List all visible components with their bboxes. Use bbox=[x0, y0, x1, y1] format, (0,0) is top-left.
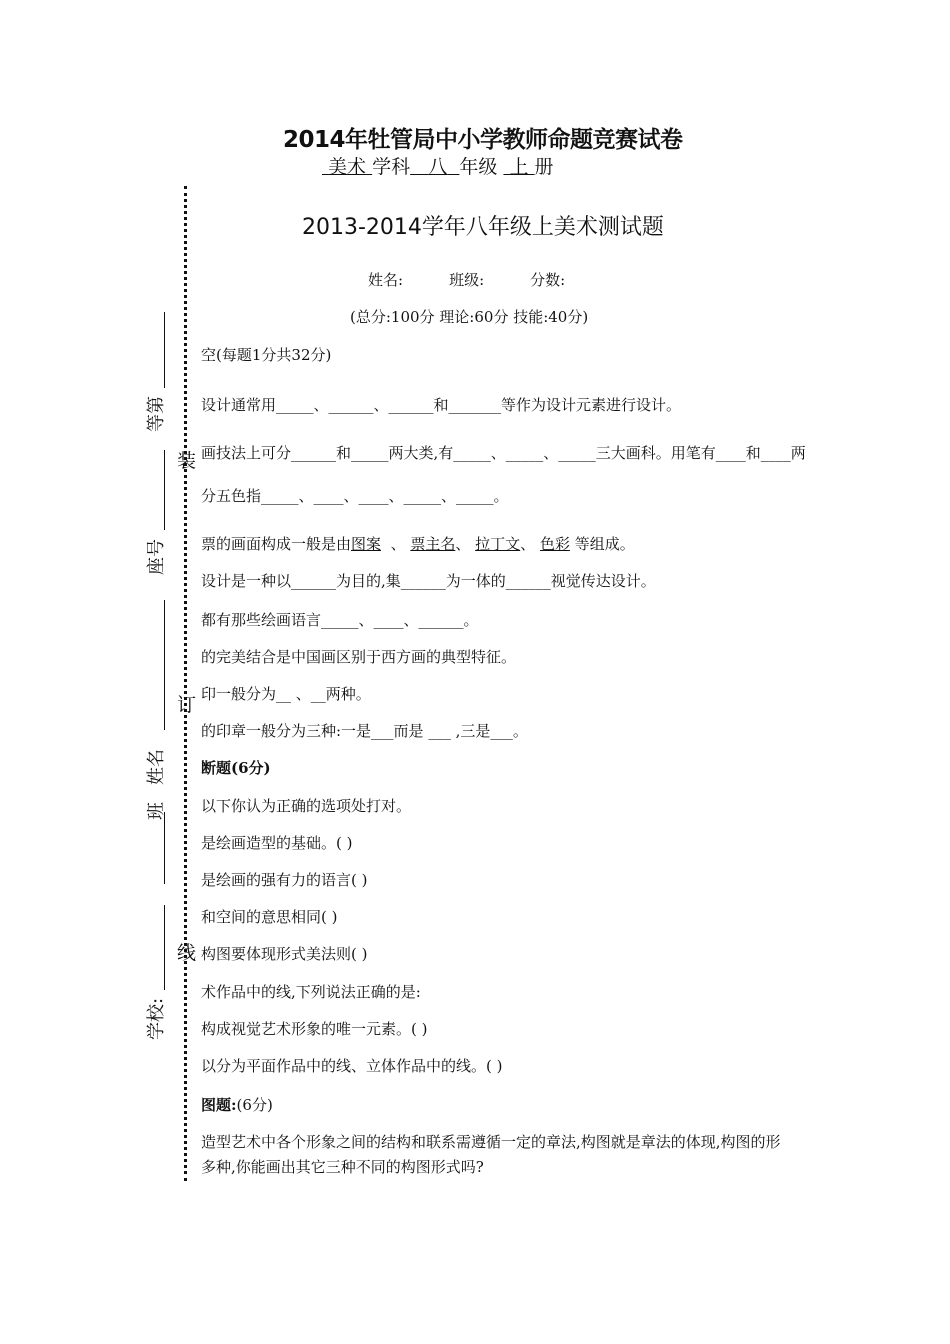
name-field-label: 姓名: bbox=[368, 271, 404, 289]
judgement-2: 是绘画的强有力的语言( ) bbox=[201, 871, 368, 889]
question-8: 印一般分为__ 、__两种。 bbox=[201, 685, 371, 703]
binding-dotted-line bbox=[184, 186, 187, 1181]
section-drawing-label: 图题: bbox=[201, 1096, 237, 1114]
name-underline bbox=[164, 600, 165, 730]
class-underline bbox=[164, 812, 165, 884]
section-drawing bbox=[201, 1094, 273, 1115]
question-9: 的印章一般分为三种:一是___而是 ___ ,三是___。 bbox=[201, 722, 528, 740]
grade-value: 八 bbox=[428, 156, 448, 178]
class-field-label: 班级: bbox=[449, 271, 485, 289]
question-4: 票的画面构成一般是由图案 、 票主名、 拉丁文、 色彩 等组成。 bbox=[201, 535, 635, 553]
judgement-3: 和空间的意思相同( ) bbox=[201, 908, 338, 926]
question-5: 设计是一种以______为目的,集______为一体的______视觉传达设计。 bbox=[201, 572, 656, 590]
exam-title: 2014年牡管局中小学教师命题竞赛试卷 bbox=[283, 127, 683, 153]
grade-suffix: 年级 bbox=[459, 156, 498, 178]
side-label-rank: 等第 bbox=[146, 396, 167, 432]
side-label-name: 姓名 bbox=[146, 749, 167, 785]
score-field-label: 分数: bbox=[530, 271, 566, 289]
volume-value: 上 bbox=[509, 156, 529, 178]
answer-latin: 拉丁文 bbox=[475, 535, 521, 553]
school-underline bbox=[164, 905, 165, 990]
drawing-prompt-2: 多种,你能画出其它三种不同的构图形式吗? bbox=[201, 1158, 484, 1176]
rank-underline bbox=[164, 312, 165, 388]
judgement-6: 构成视觉艺术形象的唯一元素。( ) bbox=[201, 1020, 428, 1038]
section-judgement: 断题(6分) bbox=[201, 759, 271, 777]
section-drawing-score: (6分) bbox=[236, 1096, 273, 1114]
judgement-1: 是绘画造型的基础。( ) bbox=[201, 834, 353, 852]
question-7: 的完美结合是中国画区别于西方画的典型特征。 bbox=[201, 648, 517, 666]
binding-char-zhuang: 装 bbox=[177, 450, 197, 472]
drawing-prompt-1: 造型艺术中各个形象之间的结构和联系需遵循一定的章法,构图就是章法的体现,构图的形 bbox=[201, 1133, 781, 1151]
question-1: 设计通常用_____、______、______和_______等作为设计元素进行设计。 bbox=[201, 396, 682, 414]
score-note: (总分:100分 理论:60分 技能:40分) bbox=[350, 308, 589, 326]
seat-underline bbox=[164, 450, 165, 530]
subject-suffix: 学科 bbox=[372, 156, 411, 178]
answer-color: 色彩 bbox=[539, 535, 570, 553]
test-title: 2013-2014学年八年级上美术测试题 bbox=[302, 215, 664, 240]
student-fields bbox=[368, 269, 611, 290]
judgement-7: 以分为平面作品中的线、立体作品中的线。( ) bbox=[201, 1057, 503, 1075]
question-6: 都有那些绘画语言_____、____、______。 bbox=[201, 611, 479, 629]
binding-char-xian: 线 bbox=[177, 942, 197, 964]
question-2: 画技法上可分______和_____两大类,有_____、_____、_____三大画科。用笔有____和____两 bbox=[201, 444, 806, 462]
side-label-class: 班 bbox=[146, 802, 167, 820]
question-3: 分五色指_____、____、____、_____、_____。 bbox=[201, 487, 509, 505]
judgement-4: 构图要体现形式美法则( ) bbox=[201, 945, 368, 963]
answer-pattern: 图案 bbox=[351, 535, 382, 553]
subject-line bbox=[322, 152, 554, 179]
side-label-school: 学校: bbox=[146, 997, 167, 1040]
answer-stamp-name: 票主名 bbox=[410, 535, 456, 553]
section-fill-blank: 空(每题1分共32分) bbox=[201, 346, 332, 364]
volume-suffix: 册 bbox=[534, 156, 554, 178]
binding-char-ding: 订 bbox=[177, 694, 197, 716]
side-label-seat: 座号 bbox=[146, 539, 167, 575]
subject-value: 美术 bbox=[328, 156, 367, 178]
judgement-instruction: 以下你认为正确的选项处打对。 bbox=[201, 797, 412, 815]
judgement-5: 术作品中的线,下列说法正确的是: bbox=[201, 983, 421, 1001]
